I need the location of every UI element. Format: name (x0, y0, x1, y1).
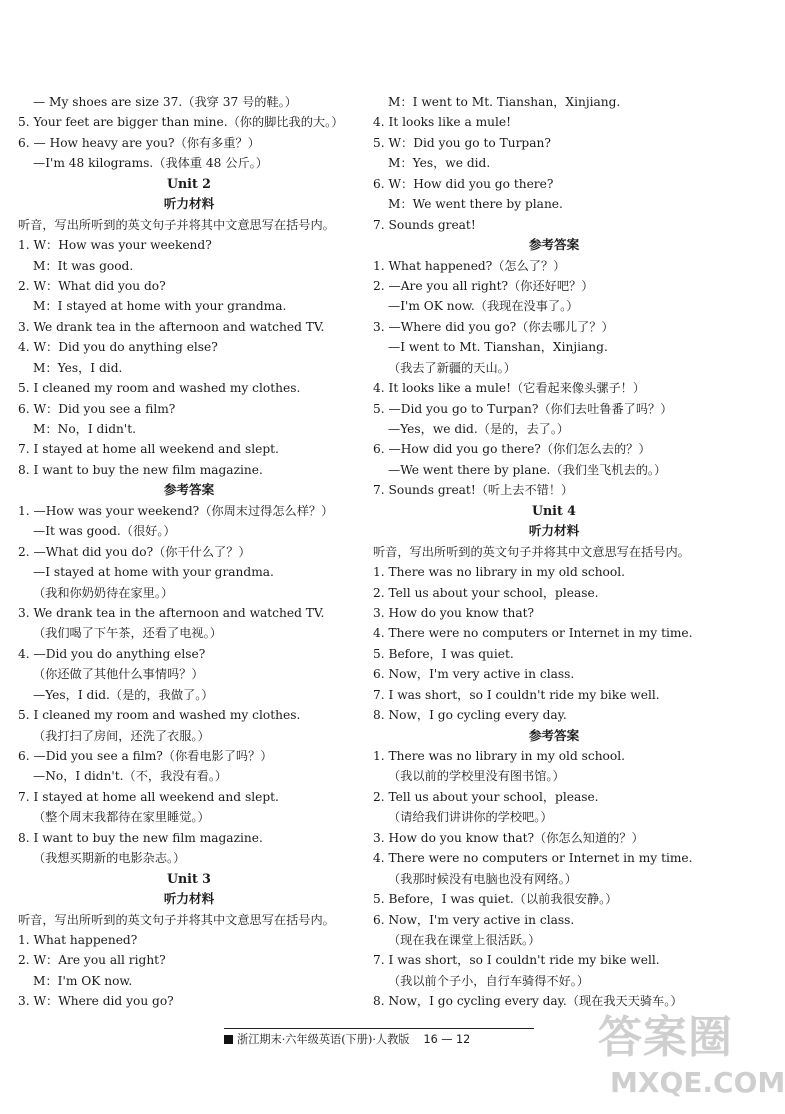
text-line: 7. I was short，so I couldn't ride my bike well. (373, 687, 660, 702)
text-line: 5. Before，I was quiet. (373, 646, 514, 661)
book-icon (224, 1035, 233, 1044)
text-line: —I went to Mt. Tianshan，Xinjiang. (388, 340, 608, 355)
text-line: 5. W：Did you go to Turpan? (373, 135, 551, 150)
text-line: 5. Before，I was quiet.（以前我很安静。） (373, 892, 618, 907)
text-line: 1. What happened?（怎么了？） (373, 258, 566, 273)
page-footer (224, 1028, 534, 1051)
text-line: （我去了新疆的天山。） (388, 360, 516, 375)
text-line: 3. How do you know that?（你怎么知道的？） (373, 830, 644, 845)
text-line: —We went there by plane.（我们坐飞机去的。） (388, 462, 667, 477)
text-line: （整个周末我都待在家里睡觉。） (33, 810, 210, 825)
text-line: 5. I cleaned my room and washed my clothes. (18, 708, 301, 723)
text-line: 4. —Did you do anything else? (18, 646, 206, 661)
text-line: （请给我们讲讲你的学校吧。） (388, 810, 553, 825)
text-line: （我和你奶奶待在家里。） (33, 585, 174, 600)
unit-heading: Unit 2 (167, 175, 211, 191)
text-line: M：I'm OK now. (33, 973, 133, 988)
text-line: — My shoes are size 37.（我穿 37 号的鞋。） (33, 95, 297, 109)
text-line: 2. W：Are you all right? (18, 953, 166, 968)
text-line: 2. Tell us about your school，please. (373, 789, 599, 804)
text-line: 2. —Are you all right?（你还好吧？） (373, 278, 594, 293)
text-line: 2. W：What did you do? (18, 278, 166, 293)
section-heading: 参考答案 (528, 727, 580, 743)
text-line: （我以前个子小，自行车骑得不好。） (388, 973, 590, 988)
section-heading: 听力材料 (163, 196, 215, 212)
text-line: 5. I cleaned my room and washed my clothes. (18, 381, 301, 396)
text-line: 5. —Did you go to Turpan?（你们去吐鲁番了吗？） (373, 401, 673, 416)
unit-heading: Unit 4 (532, 502, 576, 518)
text-line: 听音，写出所听到的英文句子并将其中文意思写在括号内。 (18, 217, 335, 232)
text-line: 7. I stayed at home all weekend and slept. (18, 442, 279, 457)
text-line: 7. I was short，so I couldn't ride my bike well. (373, 953, 660, 968)
footer-title: 浙江期末·六年级英语(下册)·人教版 (237, 1033, 410, 1046)
text-line: 7. Sounds great!（听上去不错！） (373, 483, 574, 498)
text-line: 3. How do you know that? (373, 605, 535, 620)
text-line: （我以前的学校里没有图书馆。） (388, 769, 565, 784)
text-line: M：Yes，we did. (388, 156, 491, 171)
section-heading: 听力材料 (528, 523, 580, 539)
text-line: 8. I want to buy the new film magazine. (18, 462, 263, 477)
text-line: 4. There were no computers or Internet in my time. (373, 626, 693, 641)
section-heading: 参考答案 (163, 482, 215, 498)
text-line: （我们喝了下午茶，还看了电视。） (33, 626, 222, 641)
section-heading: 参考答案 (528, 237, 580, 253)
unit-heading: Unit 3 (167, 870, 211, 886)
text-line: 6. Now，I'm very active in class. (373, 667, 575, 682)
text-line: 6. Now，I'm very active in class. (373, 912, 575, 927)
text-line: （我打扫了房间，还洗了衣服。） (33, 728, 210, 743)
text-line: M：We went there by plane. (388, 197, 563, 212)
left-column (18, 92, 360, 1012)
text-line: —I'm 48 kilograms.（我体重 48 公斤。） (33, 156, 268, 171)
text-line: —It was good.（很好。） (33, 524, 176, 539)
text-line: （你还做了其他什么事情吗？） (33, 667, 204, 682)
text-line: 6. —How did you go there?（你们怎么去的？） (373, 442, 651, 457)
text-line: —I stayed at home with your grandma. (33, 565, 274, 580)
section-heading: 听力材料 (163, 891, 215, 907)
text-line: —Yes，we did.（是的，去了。） (388, 422, 570, 436)
text-line: 8. I want to buy the new film magazine. (18, 830, 263, 845)
text-line: （我那时候没有电脑也没有网络。） (388, 871, 577, 886)
text-line: —Yes，I did.（是的，我做了。） (33, 687, 214, 702)
text-line: 1. W：How was your weekend? (18, 238, 212, 253)
text-line: 3. —Where did you go?（你去哪儿了？） (373, 319, 614, 334)
text-line: —No，I didn't.（不，我没有看。） (33, 769, 228, 784)
text-line: 6. W：How did you go there? (373, 176, 554, 191)
text-line: 7. I stayed at home all weekend and slept. (18, 789, 279, 804)
text-line: 2. —What did you do?（你干什么了？） (18, 544, 251, 559)
page-number: 16 — 12 (423, 1033, 471, 1046)
watermark-logo (598, 1010, 785, 1110)
watermark-line-2: MXQE.COM (610, 1066, 785, 1099)
text-line: 3. We drank tea in the afternoon and watched TV. (18, 319, 325, 334)
text-line: —I'm OK now.（我现在没事了。） (388, 299, 579, 314)
text-line: 4. There were no computers or Internet in my time. (373, 851, 693, 866)
text-line: 4. It looks like a mule! (373, 115, 511, 130)
text-line: 4. It looks like a mule!（它看起来像头骡子！） (373, 381, 646, 396)
text-line: 6. — How heavy are you?（你有多重？） (18, 135, 260, 150)
text-line: 8. Now，I go cycling every day. (373, 708, 567, 723)
text-line: M：No，I didn't. (33, 422, 137, 436)
text-line: 1. There was no library in my old school. (373, 749, 625, 763)
text-line: 3. We drank tea in the afternoon and watched TV. (18, 605, 325, 620)
text-line: 5. Your feet are bigger than mine.（你的脚比我的大。） (18, 115, 344, 130)
text-line: 1. There was no library in my old school. (373, 565, 625, 580)
text-line: 1. What happened? (18, 932, 138, 947)
text-line: 4. W：Did you do anything else? (18, 340, 218, 355)
text-line: （现在我在课堂上很活跃。） (388, 932, 541, 947)
text-line: 6. —Did you see a film?（你看电影了吗？） (18, 749, 273, 763)
text-line: M：I went to Mt. Tianshan，Xinjiang. (388, 95, 621, 109)
text-line: 8. Now，I go cycling every day.（现在我天天骑车。） (373, 994, 683, 1009)
text-line: M：Yes，I did. (33, 360, 123, 375)
text-line: 6. W：Did you see a film? (18, 401, 176, 416)
watermark-line-1: 答案圈 (598, 1012, 733, 1063)
text-line: 1. —How was your weekend?（你周末过得怎么样？） (18, 503, 334, 518)
text-line: 2. Tell us about your school，please. (373, 585, 599, 600)
text-line: 7. Sounds great! (373, 217, 476, 232)
text-line: M：It was good. (33, 258, 134, 273)
right-column (373, 92, 735, 1012)
text-line: （我想买期新的电影杂志。） (33, 851, 186, 866)
text-line: 3. W：Where did you go? (18, 994, 174, 1009)
text-line: 听音，写出所听到的英文句子并将其中文意思写在括号内。 (18, 912, 335, 927)
text-line: 听音，写出所听到的英文句子并将其中文意思写在括号内。 (373, 544, 690, 559)
text-line: M：I stayed at home with your grandma. (33, 299, 287, 314)
